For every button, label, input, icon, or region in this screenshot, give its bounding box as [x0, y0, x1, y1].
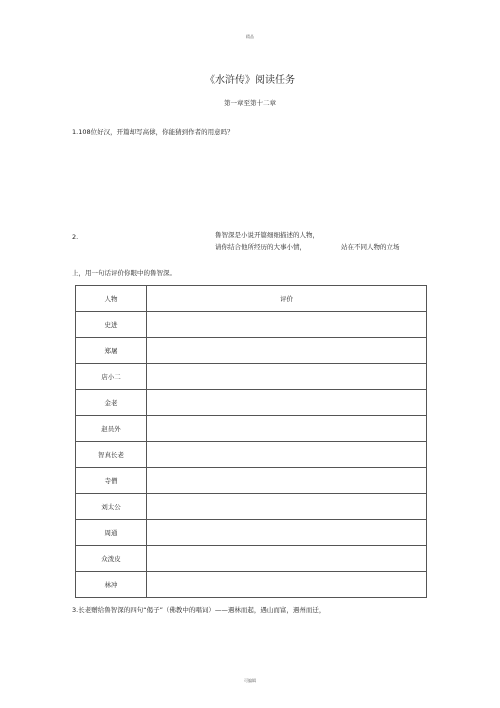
- evaluation-answer-cell[interactable]: [147, 338, 427, 364]
- table-row: [76, 546, 427, 572]
- evaluation-answer-cell[interactable]: [147, 364, 427, 390]
- evaluation-answer-cell[interactable]: [147, 416, 427, 442]
- character-name-cell: 店小二: [76, 364, 147, 390]
- evaluation-answer-cell[interactable]: [147, 390, 427, 416]
- table-row: [76, 338, 427, 364]
- character-name-cell: 林冲: [76, 572, 147, 598]
- character-name-cell: 刘太公: [76, 494, 147, 520]
- question-2-line-2: 请你结合他所经历的大事小情，: [215, 243, 306, 251]
- character-name-cell: 周通: [76, 520, 147, 546]
- table-row: [76, 364, 427, 390]
- evaluation-answer-cell[interactable]: [147, 494, 427, 520]
- evaluation-answer-cell[interactable]: [147, 520, 427, 546]
- character-name-cell: 智真长老: [76, 442, 147, 468]
- evaluation-answer-cell[interactable]: [147, 442, 427, 468]
- table-row: [76, 442, 427, 468]
- header-cell-evaluation: 评价: [147, 286, 427, 312]
- question-2-number: 2.: [72, 233, 79, 241]
- question-2-line-3: 上，用一句话评价你眼中的鲁智深。: [72, 269, 176, 277]
- footer-mark: 可编辑: [244, 678, 256, 683]
- character-name-cell: 众泼皮: [76, 546, 147, 572]
- page-subtitle: 第一章至第十二章: [224, 99, 276, 107]
- evaluation-table: [75, 285, 427, 598]
- character-name-cell: 寺僧: [76, 468, 147, 494]
- table-row: [76, 572, 427, 598]
- question-2-line-1: 鲁智深是小说开篇细细描述的人物，: [215, 231, 319, 239]
- character-name-cell: 赵员外: [76, 416, 147, 442]
- evaluation-answer-cell[interactable]: [147, 312, 427, 338]
- table-row: [76, 494, 427, 520]
- evaluation-answer-cell[interactable]: [147, 572, 427, 598]
- table-row: [76, 520, 427, 546]
- character-name-cell: 史进: [76, 312, 147, 338]
- question-3: 3.长老赠给鲁智深的四句“偈子”（佛教中的唱词）——遇林而起，遇山而富，遇州而迁，: [72, 606, 326, 614]
- evaluation-answer-cell[interactable]: [147, 546, 427, 572]
- table-header-row: [76, 286, 427, 312]
- question-2-line-2-tail: 站在不同人物的立场: [341, 243, 400, 251]
- table-row: [76, 416, 427, 442]
- page-title: 《水浒传》阅读任务: [205, 75, 295, 86]
- evaluation-answer-cell[interactable]: [147, 468, 427, 494]
- character-name-cell: 金老: [76, 390, 147, 416]
- table-row: [76, 312, 427, 338]
- character-name-cell: 郑屠: [76, 338, 147, 364]
- table-row: [76, 468, 427, 494]
- header-mark: 精品: [246, 34, 254, 39]
- table-row: [76, 390, 427, 416]
- question-1: 1.108位好汉，开篇却写高俅，你能猜到作者的用意吗？: [72, 128, 234, 136]
- header-cell-character: 人物: [76, 286, 147, 312]
